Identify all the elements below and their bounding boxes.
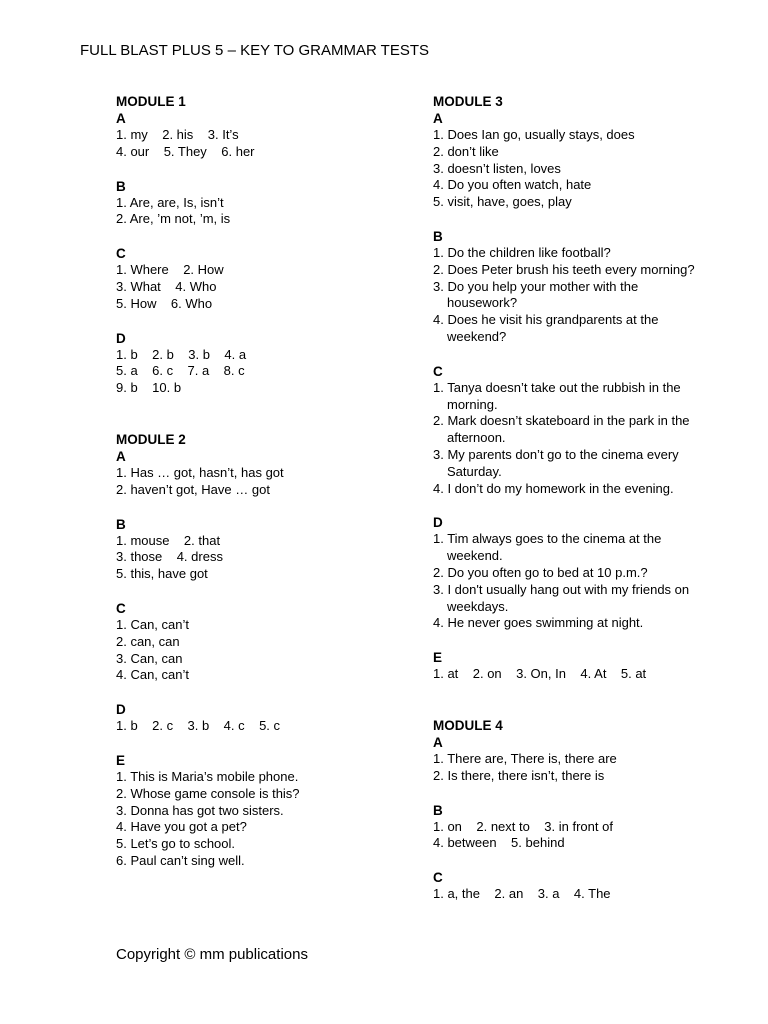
answer-item: 1. Do the children like football?	[433, 244, 611, 260]
answer-line: 2. can, can	[116, 633, 180, 649]
answer-line: 4. between 5. behind	[433, 835, 565, 851]
module-2-heading: MODULE 2	[116, 431, 186, 447]
copyright-footer: Copyright © mm publications	[116, 946, 308, 963]
answer-line: 5. this, have got	[116, 566, 208, 582]
answer-line: 9. b 10. b	[116, 380, 182, 396]
answer-line: 3. Can, can	[116, 650, 183, 666]
answer-item: 2. Mark doesn’t skateboard in the park in the afternoon.	[433, 413, 690, 446]
answer-line: 4. Have you got a pet?	[116, 819, 247, 835]
answer-item: 4. He never goes swimming at night.	[433, 615, 644, 631]
answer-line: 1. mouse 2. that	[116, 532, 221, 548]
module-4-section-b-letter: B	[433, 802, 443, 818]
module-1-section-b-letter: B	[116, 178, 126, 194]
answer-line: 1. my 2. his 3. It’s	[116, 127, 239, 142]
answer-item: 2. Do you often go to bed at 10 p.m.?	[433, 564, 648, 580]
left-column	[116, 93, 406, 870]
module-2-section-c-letter: C	[116, 600, 126, 616]
answer-line: 4. Can, can’t	[116, 667, 189, 683]
answer-line: 1. Does Ian go, usually stays, does	[433, 127, 635, 142]
module-2-section-d-letter: D	[116, 702, 126, 718]
module-3-section-d-letter: D	[433, 515, 443, 531]
answer-line: 1. b 2. c 3. b 4. c 5. c	[116, 718, 281, 734]
module-2-section-e-letter: E	[116, 752, 126, 768]
answer-line: 1. Where 2. How	[116, 262, 224, 278]
answer-line: 2. Is there, there isn’t, there is	[433, 767, 605, 783]
answer-line: 1. Has … got, hasn’t, has got	[116, 464, 284, 480]
answer-line: 2. Whose game console is this?	[116, 785, 300, 801]
module-1-section-d-letter: D	[116, 330, 126, 346]
answer-line: 1. There are, There is, there are	[433, 750, 617, 766]
right-column	[433, 93, 753, 903]
answer-item: 4. I don’t do my homework in the evening.	[433, 480, 674, 496]
answer-line: 2. Are, ’m not, ’m, is	[116, 211, 231, 227]
answer-line: 1. Are, are, Is, isn’t	[116, 194, 224, 210]
answer-item: 2. Does Peter brush his teeth every morning?	[433, 261, 695, 277]
answer-line: 1. a, the 2. an 3. a 4. The	[433, 886, 611, 902]
module-4-section-a-letter: A	[433, 734, 443, 750]
module-1-heading: MODULE 1	[116, 94, 186, 109]
module-2-section-a-letter: A	[116, 448, 126, 464]
answer-line: 5. a 6. c 7. a 8. c	[116, 363, 245, 379]
answer-line: 4. our 5. They 6. her	[116, 143, 255, 159]
answer-line: 3. Donna has got two sisters.	[116, 802, 284, 818]
module-3-section-a-letter: A	[433, 111, 443, 126]
module-4-heading: MODULE 4	[433, 717, 503, 733]
module-3-section-b-letter: B	[433, 228, 443, 244]
answer-line: 3. those 4. dress	[116, 549, 223, 565]
answer-line: 1. b 2. b 3. b 4. a	[116, 346, 247, 362]
answer-line: 1. at 2. on 3. On, In 4. At 5. at	[433, 666, 647, 682]
module-1-section-a-letter: A	[116, 111, 126, 126]
answer-line: 3. doesn’t listen, loves	[433, 160, 561, 176]
module-1-section-c-letter: C	[116, 246, 126, 262]
module-2-section-b-letter: B	[116, 516, 126, 532]
module-3-section-c-letter: C	[433, 363, 443, 379]
answer-item: 3. I don't usually hang out with my friends on weekdays.	[433, 581, 690, 614]
page-title: FULL BLAST PLUS 5 – KEY TO GRAMMAR TESTS	[80, 42, 430, 59]
answer-line: 3. What 4. Who	[116, 278, 217, 294]
module-3-section-e-letter: E	[433, 650, 443, 666]
answer-line: 1. This is Maria’s mobile phone.	[116, 768, 299, 784]
answer-item: 3. My parents don’t go to the cinema every Saturday.	[433, 446, 679, 479]
answer-line: 5. How 6. Who	[116, 295, 213, 311]
module-3-heading: MODULE 3	[433, 94, 503, 109]
answer-item: 3. Do you help your mother with the housework?	[433, 278, 639, 311]
answer-line: 1. on 2. next to 3. in front of	[433, 818, 613, 834]
answer-line: 5. visit, have, goes, play	[433, 194, 572, 210]
answer-line: 5. Let’s go to school.	[116, 836, 236, 852]
module-4-section-c-letter: C	[433, 870, 443, 886]
answer-line: 1. Can, can’t	[116, 616, 189, 632]
answer-line: 2. haven’t got, Have … got	[116, 481, 270, 497]
answer-line: 4. Do you often watch, hate	[433, 177, 592, 193]
answer-item: 1. Tanya doesn’t take out the rubbish in the morning.	[433, 379, 681, 412]
answer-item: 1. Tim always goes to the cinema at the weekend.	[433, 531, 662, 564]
answer-line: 2. don’t like	[433, 143, 499, 159]
answer-item: 4. Does he visit his grandparents at the weekend?	[433, 312, 659, 344]
answer-line: 6. Paul can’t sing well.	[116, 852, 245, 868]
